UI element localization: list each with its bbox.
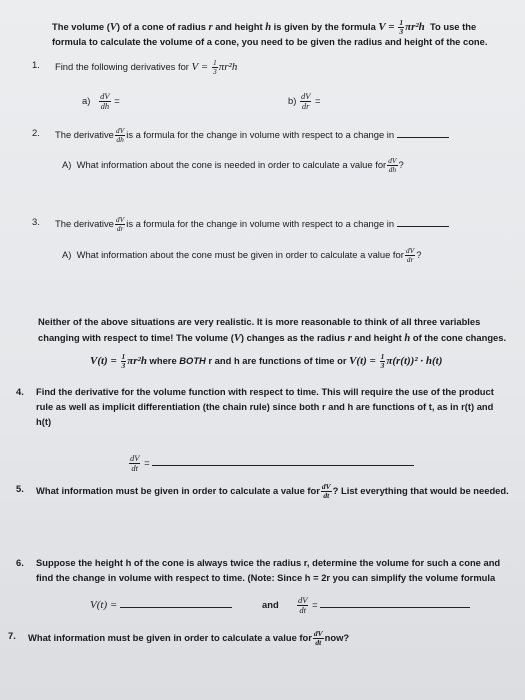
one-third-fraction: $\frac{1}{3}$ bbox=[399, 18, 404, 36]
q1-number: 1. bbox=[32, 59, 40, 70]
q3-text: The derivative $\frac{dV}{dr}$ is a formula for the change in volume with respect to a change in bbox=[55, 216, 449, 233]
q7-number: 7. bbox=[8, 630, 16, 641]
q6-rate-line: $\frac{dV}{dt}$ = bbox=[296, 596, 470, 615]
q2-sub: A) What information about the cone is needed in order to calculate a value for $\frac{dV}{dh}$ ? bbox=[62, 156, 404, 174]
dv-dt-fraction: $\frac{dV}{dt}$ bbox=[130, 453, 140, 473]
dv-dh-fraction: $\frac{dV}{dh}$ bbox=[100, 91, 110, 111]
q2-number: 2. bbox=[32, 127, 40, 138]
dv-dt-fraction: $\frac{dV}{dt}$ bbox=[321, 482, 331, 500]
q4-number: 4. bbox=[16, 386, 24, 397]
dv-dt-fraction: $\frac{dV}{dt}$ bbox=[313, 629, 323, 647]
q3-answer-blank[interactable] bbox=[397, 226, 449, 227]
dv-dh-fraction: $\frac{dV}{dh}$ bbox=[115, 126, 125, 144]
q1-text: Find the following derivatives for V = $\frac{1}{3}$ πr²h bbox=[55, 58, 238, 76]
dv-dt-fraction: $\frac{dV}{dt}$ bbox=[298, 595, 308, 615]
dv-dh-fraction: $\frac{dV}{dh}$ bbox=[388, 156, 397, 174]
q6-rate-blank[interactable] bbox=[320, 607, 470, 608]
q1-part-b: b) $\frac{dV}{dr}$ = bbox=[288, 91, 321, 111]
para-line-1: Neither of the above situations are very realistic. It is more reasonable to think of all three variables bbox=[38, 316, 481, 327]
q1-part-a: a) $\frac{dV}{dh}$ = bbox=[82, 91, 120, 111]
q4-line-1: Find the derivative for the volume function with respect to time. This will require the use of the product bbox=[36, 386, 494, 397]
q3-number: 3. bbox=[32, 216, 40, 227]
q7-text: What information must be given in order to calculate a value for $\frac{dV}{dt}$ now? bbox=[28, 629, 350, 647]
q5-number: 5. bbox=[16, 483, 24, 494]
one-third-fraction: $\frac{1}{3}$ bbox=[380, 352, 385, 370]
q4-answer-line: $\frac{dV}{dt}$ = bbox=[128, 454, 414, 473]
para-formula-line: V(t) = $\frac{1}{3}$ πr²h where BOTH r and h are functions of time or V(t) = $\frac{1}{3}$ π(r(t))² · h(t) bbox=[90, 352, 443, 370]
q6-line-1: Suppose the height h of the cone is always twice the radius r, determine the volume for such a cone and bbox=[36, 557, 501, 568]
q4-line-3: h(t) bbox=[36, 416, 52, 427]
q6-volume-line: V(t) = bbox=[90, 599, 232, 611]
q2-answer-blank[interactable] bbox=[397, 137, 449, 138]
one-third-fraction: $\frac{1}{3}$ bbox=[212, 58, 217, 76]
dv-dr-fraction: $\frac{dV}{dr}$ bbox=[300, 91, 311, 111]
q4-answer-blank[interactable] bbox=[152, 465, 414, 466]
one-third-fraction: $\frac{1}{3}$ bbox=[121, 352, 126, 370]
dv-dr-fraction: $\frac{dV}{dr}$ bbox=[405, 246, 415, 264]
q5-text: What information must be given in order to calculate a value for $\frac{dV}{dt}$ ? List everything that would be needed. bbox=[36, 482, 509, 500]
intro-line-2: formula to calculate the volume of a cone, you need to be given the radius and height of the cone. bbox=[52, 36, 488, 47]
intro-line-1: The volume (V) of a cone of radius r and height h is given by the formula V = $\frac{1}{3}$ πr²h To use the bbox=[52, 18, 477, 36]
q2-text: The derivative $\frac{dV}{dh}$ is a formula for the change in volume with respect to a change in bbox=[55, 127, 449, 144]
q6-volume-blank[interactable] bbox=[120, 607, 232, 608]
q4-line-2: rule as well as implicit differentiation (the chain rule) since both r and h are functions of t, as in r(t) and bbox=[36, 401, 494, 412]
q3-sub: A) What information about the cone must be given in order to calculate a value for $\frac{dV}{dr}$ ? bbox=[62, 246, 422, 264]
para-line-2: changing with respect to time! The volume (V) changes as the radius r and height h of the cone changes. bbox=[38, 332, 507, 344]
q6-number: 6. bbox=[16, 557, 24, 568]
dv-dr-fraction: $\frac{dV}{dr}$ bbox=[115, 215, 125, 233]
q6-line-2: find the change in volume with respect to time. (Note: Since h = 2r you can simplify the volume formula bbox=[36, 572, 496, 583]
q6-and: and bbox=[262, 599, 279, 610]
